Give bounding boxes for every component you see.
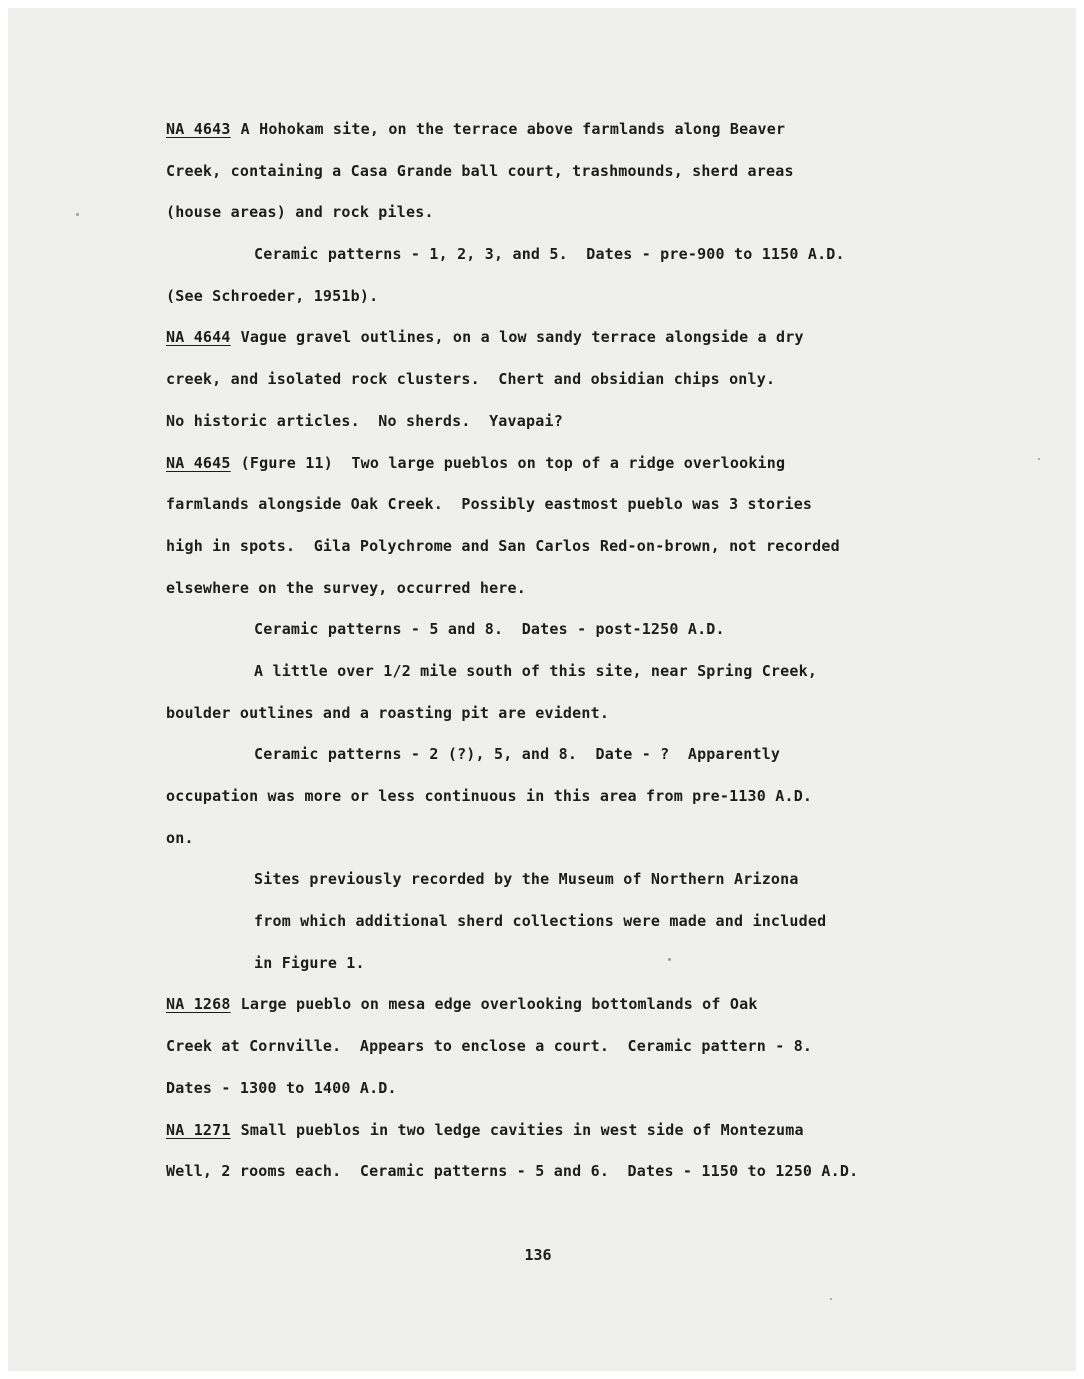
site-id: NA 1271 xyxy=(166,1120,231,1139)
site-entry-na-4643 xyxy=(166,109,996,234)
ceramic-paragraph xyxy=(166,734,996,859)
entry-text: high in spots. Gila Polychrome and San Carlos Red-on-brown, not recorded xyxy=(166,536,840,555)
entry-text: Well, 2 rooms each. Ceramic patterns - 5 and 6. Dates - 1150 to 1250 A.D. xyxy=(166,1162,859,1181)
site-id: NA 4643 xyxy=(166,120,231,138)
entry-text: creek, and isolated rock clusters. Chert and obsidian chips only. xyxy=(166,370,776,389)
document-body xyxy=(166,109,996,1193)
entry-text: occupation was more or less continuous in this area from pre-1130 A.D. xyxy=(166,787,813,805)
entry-first-line xyxy=(166,109,996,151)
site-entry-na-1268 xyxy=(166,984,996,1109)
entry-text: Creek at Cornville. Appears to enclose a court. Ceramic pattern - 8. xyxy=(166,1037,813,1056)
entry-text: Ceramic patterns - 1, 2, 3, and 5. Dates - pre-900 to 1150 A.D. xyxy=(254,245,845,264)
entry-text: boulder outlines and a roasting pit are evident. xyxy=(166,703,610,722)
entry-text: No historic articles. No sherds. Yavapai? xyxy=(166,411,563,430)
page-number: 136 xyxy=(524,1246,552,1264)
site-entry-na-1271 xyxy=(166,1110,996,1193)
site-id: NA 4645 xyxy=(166,453,231,472)
entry-text: Vague gravel outlines, on a low sandy terrace alongside a dry xyxy=(240,328,804,347)
entry-text: (house areas) and rock piles. xyxy=(166,203,434,222)
dust-speck xyxy=(76,213,79,216)
entry-text: Creek, containing a Casa Grande ball court, trashmounds, sherd areas xyxy=(166,161,794,180)
dust-speck xyxy=(1038,458,1040,460)
dust-speck xyxy=(830,1298,832,1300)
section-note xyxy=(166,859,996,984)
ceramic-paragraph xyxy=(166,609,996,651)
entry-text: Sites previously recorded by the Museum of Northern Arizona xyxy=(254,870,799,889)
entry-first-line xyxy=(166,317,996,359)
site-entry-na-4645 xyxy=(166,443,996,610)
entry-text: elsewhere on the survey, occurred here. xyxy=(166,578,526,597)
entry-text: Large pueblo on mesa edge overlooking bottomlands of Oak xyxy=(240,995,758,1014)
entry-text: Ceramic patterns - 5 and 8. Dates - post-1250 A.D. xyxy=(254,620,725,639)
scanned-page xyxy=(8,8,1076,1371)
entry-first-line xyxy=(166,443,996,485)
entry-text: in Figure 1. xyxy=(254,953,365,972)
entry-first-line xyxy=(166,984,996,1026)
site-id: NA 1268 xyxy=(166,995,231,1014)
entry-text: A little over 1/2 mile south of this site, near Spring Creek, xyxy=(254,661,818,680)
entry-text: Ceramic patterns - 2 (?), 5, and 8. Date - ? Apparently xyxy=(254,745,781,764)
entry-text: (See Schroeder, 1951b). xyxy=(166,286,379,305)
entry-first-line xyxy=(166,1110,996,1152)
site-entry-na-4644 xyxy=(166,317,996,442)
entry-text: farmlands alongside Oak Creek. Possibly eastmost pueblo was 3 stories xyxy=(166,495,813,514)
entry-text: A Hohokam site, on the terrace above farmlands along Beaver xyxy=(240,120,786,138)
location-paragraph xyxy=(166,651,996,734)
site-id: NA 4644 xyxy=(166,328,231,347)
entry-text: (Fgure 11) Two large pueblos on top of a ridge overlooking xyxy=(240,453,786,472)
entry-text: from which additional sherd collections were made and included xyxy=(254,912,827,931)
entry-text: on. xyxy=(166,828,194,847)
entry-text: Dates - 1300 to 1400 A.D. xyxy=(166,1078,397,1097)
ceramic-paragraph xyxy=(166,234,996,317)
entry-text: Small pueblos in two ledge cavities in west side of Montezuma xyxy=(240,1120,804,1139)
